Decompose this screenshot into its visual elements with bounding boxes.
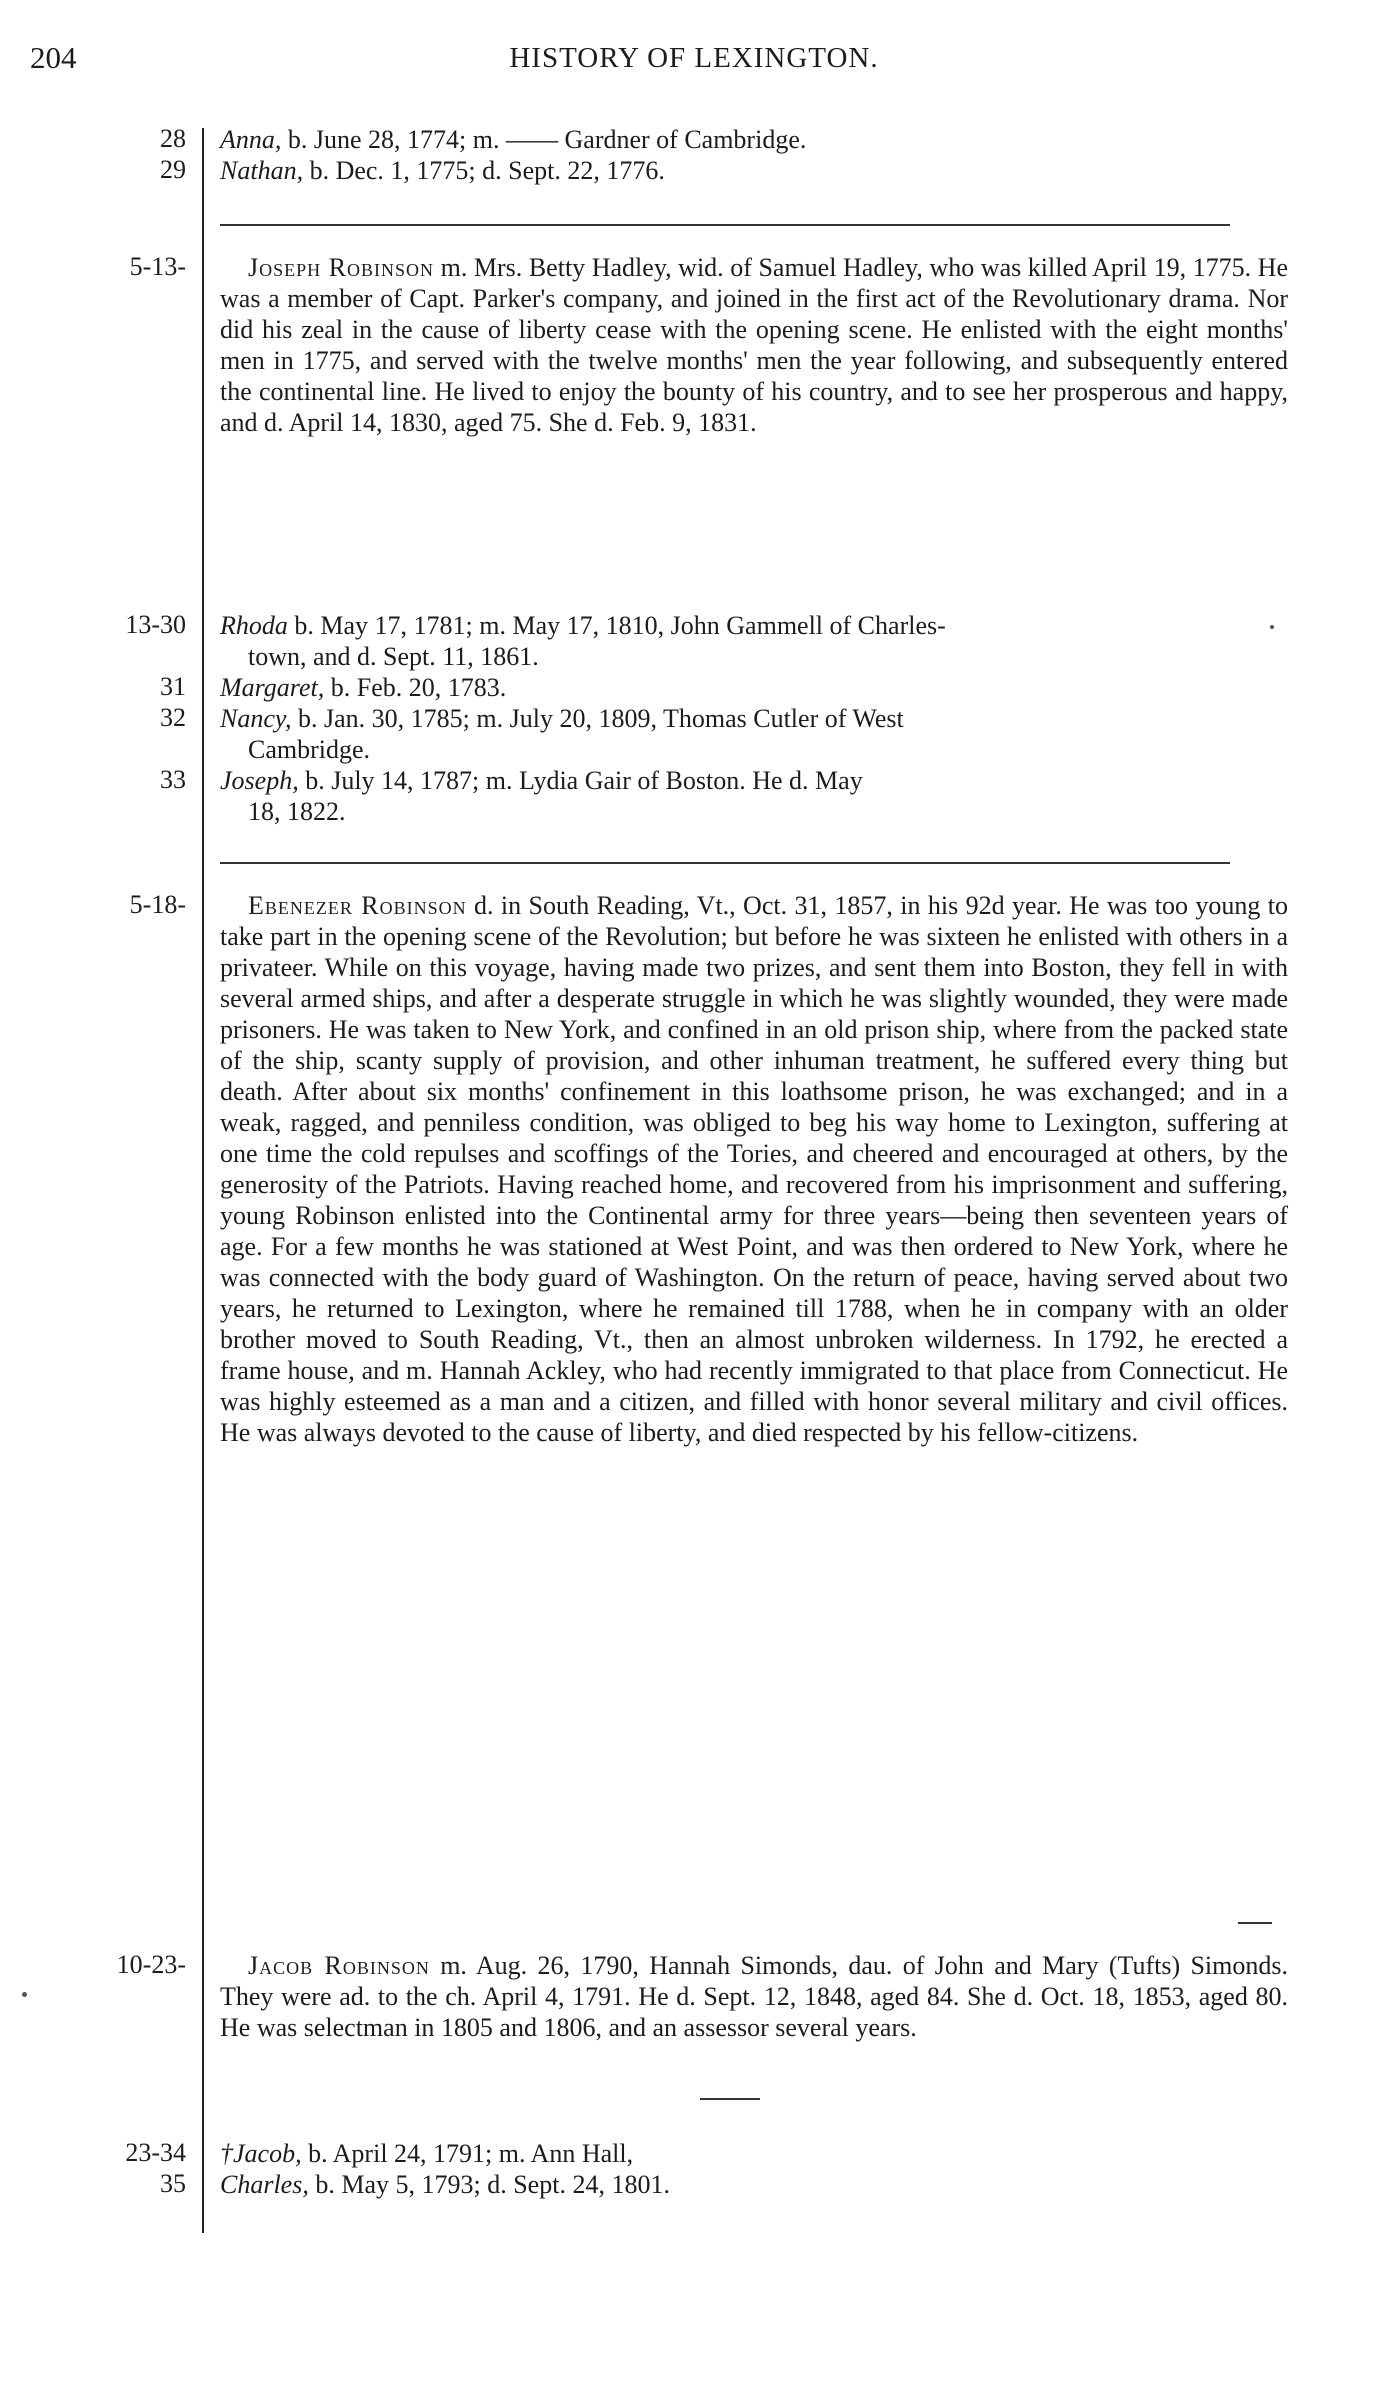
entry-jacob-jr [220,2138,633,2169]
person-name: Jacob Robinson [248,1951,430,1980]
entry-rhoda [220,610,946,641]
entry-text: b. May 5, 1793; d. Sept. 24, 1801. [308,2170,670,2199]
paragraph-text: m. Aug. 26, 1790, Hannah Simonds, dau. of John and Mary (Tufts) Simonds. They were ad. to the ch. April 4, 1791. He d. Sept. 12, 1848, aged 84. She d. Oct. 18, 1853, aged 80. He was selectman in 1805 and 1806, and an assessor several years. [220,1951,1288,2042]
ref-number: 5-13- [129,252,186,281]
entry-name: †Jacob, [220,2139,302,2168]
paragraph-joseph-robinson [220,252,1288,438]
ref-number: 5-18- [129,890,186,919]
entry-anna [220,124,806,155]
print-speck [22,1992,27,1997]
entry-text: b. June 28, 1774; m. —— Gardner of Cambridge. [281,125,807,154]
entry-charles [220,2169,670,2200]
print-speck [1270,625,1274,629]
entry-name: Nancy, [220,704,292,733]
entry-margaret [220,672,506,703]
entry-nancy [220,703,904,734]
paragraph-ebenezer-robinson [220,890,1288,1448]
entry-continuation: 18, 1822. [248,797,346,826]
running-title: HISTORY OF LEXINGTON. [509,42,879,74]
ref-number: 35 [160,2169,186,2198]
entry-name: Rhoda [220,611,288,640]
page-number: 204 [30,40,77,75]
ref-number: 29 [160,155,186,184]
entry-continuation: town, and d. Sept. 11, 1861. [248,642,539,671]
ref-number: 13-30 [125,610,186,639]
entry-continuation: Cambridge. [248,735,371,764]
ref-number: 10-23- [116,1950,186,1979]
entry-name: Nathan, [220,156,304,185]
ref-number: 33 [160,765,186,794]
ref-number: 31 [160,672,186,701]
entry-text: b. April 24, 1791; m. Ann Hall, [301,2139,634,2168]
entry-text: b. Jan. 30, 1785; m. July 20, 1809, Thomas Cutler of West [291,704,904,733]
entry-name: Charles, [220,2170,309,2199]
person-name: Ebenezer Robinson [248,891,467,920]
paragraph-text: d. in South Reading, Vt., Oct. 31, 1857, in his 92d year. He was too young to take part in the opening scene of the Revolution; but before he was sixteen he enlisted with others in a privateer. While on this voyage, having made two prizes, and sent them into Boston, they fell in with several armed ships, and after a desperate struggle in which he was slightly wounded, they were made prisoners. He was taken to New York, and confined in an old prison ship, where from the packed state of the ship, scanty supply of provision, and other inhuman treatment, he suffered every thing but death. After about six months' confinement in this loathsome prison, he was exchanged; and in a weak, ragged, and penniless condition, was obliged to beg his way home to Lexington, suffering at one time the cold repulses and scoffings of the Tories, and cheered and encouraged at others, by the generosity of the Patriots. Having reached home, and recovered from his imprisonment and suffering, young Robinson enlisted into the Continental army for three years—being then seventeen years of age. For a few months he was stationed at West Point, and was then ordered to New York, where he was connected with the body guard of Washington. On the return of peace, having served about two years, he returned to Lexington, where he remained till 1788, when he in company with an older brother moved to South Reading, Vt., then an almost unbroken wilderness. In 1792, he erected a frame house, and m. Hannah Ackley, who had recently immigrated to that place from Connecticut. He was highly esteemed as a man and a citizen, and filled with honor several military and civil offices. He was always devoted to the cause of liberty, and died respected by his fellow-citizens. [220,891,1288,1447]
entry-joseph-jr [220,765,863,796]
ref-number: 32 [160,703,186,732]
entry-text: b. Dec. 1, 1775; d. Sept. 22, 1776. [303,156,665,185]
ref-number: 23-34 [125,2138,186,2167]
paragraph-jacob-robinson [220,1950,1288,2043]
section-divider [220,224,1230,226]
entry-nathan [220,155,665,186]
section-divider [220,862,1230,864]
entry-name: Anna, [220,125,282,154]
entry-text: b. Feb. 20, 1783. [324,673,507,702]
person-name: Joseph Robinson [248,253,435,282]
entry-name: Joseph, [220,766,299,795]
entry-text: b. May 17, 1781; m. May 17, 1810, John Gammell of Charles- [287,611,946,640]
entry-name: Margaret, [220,673,325,702]
short-rule [1238,1922,1272,1924]
margin-rule [202,128,204,2233]
ref-number: 28 [160,124,186,153]
entry-text: b. July 14, 1787; m. Lydia Gair of Boston. He d. May [298,766,863,795]
short-rule [700,2098,760,2100]
paragraph-text: m. Mrs. Betty Hadley, wid. of Samuel Hadley, who was killed April 19, 1775. He was a member of Capt. Parker's company, and joined in the first act of the Revolutionary drama. Nor did his zeal in the cause of liberty cease with the opening scene. He enlisted with the eight months' men in 1775, and served with the twelve months' men the year following, and subsequently entered the continental line. He lived to enjoy the bounty of his country, and to see her prosperous and happy, and d. April 14, 1830, aged 75. She d. Feb. 9, 1831. [220,253,1289,437]
